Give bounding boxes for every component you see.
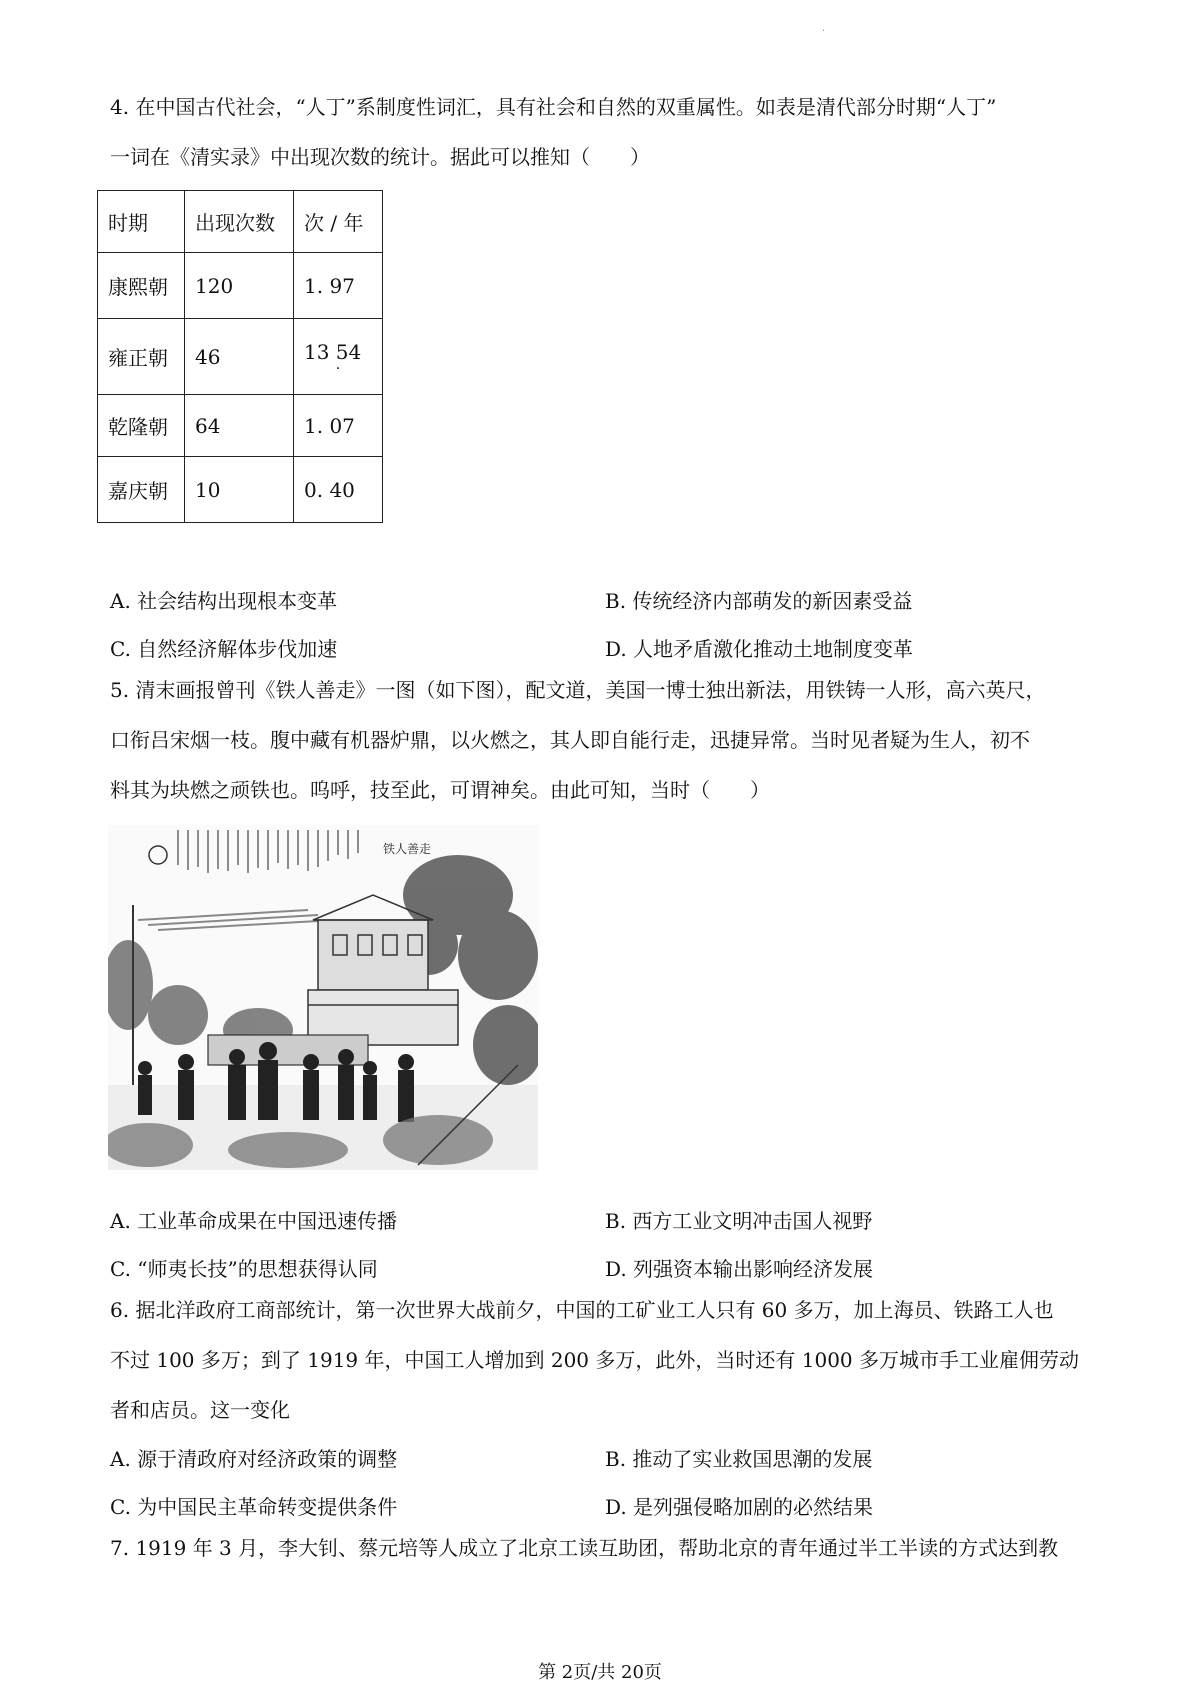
- question-5-stem: [110, 665, 1100, 815]
- table-cell: 雍正朝: [98, 319, 185, 395]
- table-row: [98, 457, 383, 523]
- q4-options-row-1: [110, 585, 1100, 615]
- dot-mark: ·: [335, 360, 341, 377]
- table-row: [98, 319, 383, 395]
- q6-stem-line-1: 6. 据北洋政府工商部统计，第一次世界大战前夕，中国的工矿业工人只有 60 多万，加上海员、铁路工人也: [110, 1298, 1054, 1322]
- table-header-cell: 出现次数: [185, 191, 294, 253]
- q5-option-b[interactable]: B. 西方工业文明冲击国人视野: [605, 1209, 873, 1233]
- q4-option-a[interactable]: A. 社会结构出现根本变革: [110, 589, 338, 613]
- q4-stem-line-2: 一词在《清实录》中出现次数的统计。据此可以推知（ ）: [110, 145, 650, 169]
- table-cell: 1. 97: [294, 253, 383, 319]
- table-cell-value: 13 54: [304, 339, 362, 364]
- q6-options-row-1: [110, 1443, 1100, 1473]
- scan-mark: ·: [822, 26, 826, 37]
- table-header-row: [98, 191, 383, 253]
- table-row: [98, 395, 383, 457]
- q5-options-row-1: [110, 1205, 1100, 1235]
- q6-option-b[interactable]: B. 推动了实业救国思潮的发展: [605, 1447, 873, 1471]
- table-header-cell: 时期: [98, 191, 185, 253]
- question-6-stem: [110, 1285, 1100, 1435]
- table-row: [98, 253, 383, 319]
- table-cell: 康熙朝: [98, 253, 185, 319]
- illustration-drawing: [108, 825, 538, 1170]
- page-footer: 第 2页/共 20页: [538, 1662, 662, 1683]
- table-cell-with-dot: [294, 319, 383, 395]
- illustration-title: 铁人善走: [383, 842, 432, 856]
- q7-stem-line-1: 7. 1919 年 3 月，李大钊、蔡元培等人成立了北京工读互助团，帮助北京的青年通过半工半读的方式达到教: [110, 1536, 1059, 1560]
- q5-option-a[interactable]: A. 工业革命成果在中国迅速传播: [110, 1209, 398, 1233]
- q5-option-c[interactable]: C. “师夷长技”的思想获得认同: [110, 1257, 378, 1281]
- table-header-cell: 次 / 年: [294, 191, 383, 253]
- table-cell: 0. 40: [294, 457, 383, 523]
- q6-option-a[interactable]: A. 源于清政府对经济政策的调整: [110, 1447, 398, 1471]
- q4-options-row-2: [110, 633, 1100, 663]
- q5-stem-line-1: 5. 清末画报曾刊《铁人善走》一图（如下图），配文道，美国一博士独出新法，用铁铸一人形，高六英尺，: [110, 678, 1046, 702]
- q4-stem-line-1: 4. 在中国古代社会，“人丁”系制度性词汇，具有社会和自然的双重属性。如表是清代部分时期“人丁”: [110, 95, 997, 119]
- q6-stem-line-3: 者和店员。这一变化: [110, 1398, 290, 1422]
- table-cell: 64: [185, 395, 294, 457]
- q4-option-c[interactable]: C. 自然经济解体步伐加速: [110, 637, 338, 661]
- table-cell: 嘉庆朝: [98, 457, 185, 523]
- table-cell: 120: [185, 253, 294, 319]
- q6-stem-line-2: 不过 100 多万；到了 1919 年，中国工人增加到 200 多万，此外，当时还有 1000 多万城市手工业雇佣劳动: [110, 1348, 1080, 1372]
- q6-option-d[interactable]: D. 是列强侵略加剧的必然结果: [605, 1495, 874, 1519]
- q5-options-row-2: [110, 1253, 1100, 1283]
- question-7-stem: [110, 1523, 1100, 1573]
- q5-stem-line-2: 口衔吕宋烟一枝。腹中藏有机器炉鼎，以火燃之，其人即自能行走，迅捷异常。当时见者疑为生人，初不: [110, 728, 1030, 752]
- q4-option-b[interactable]: B. 传统经济内部萌发的新因素受益: [605, 589, 913, 613]
- table-cell: 10: [185, 457, 294, 523]
- table-cell: 1. 07: [294, 395, 383, 457]
- q4-option-d[interactable]: D. 人地矛盾激化推动土地制度变革: [605, 637, 914, 661]
- table-cell: 乾隆朝: [98, 395, 185, 457]
- q6-option-c[interactable]: C. 为中国民主革命转变提供条件: [110, 1495, 398, 1519]
- q6-options-row-2: [110, 1491, 1100, 1521]
- iron-man-walking-illustration: [108, 825, 538, 1170]
- table-cell: 46: [185, 319, 294, 395]
- q5-stem-line-3: 料其为块燃之顽铁也。呜呼，技至此，可谓神矣。由此可知，当时（ ）: [110, 778, 770, 802]
- q5-option-d[interactable]: D. 列强资本输出影响经济发展: [605, 1257, 874, 1281]
- q4-statistics-table: [97, 190, 383, 523]
- question-4-stem: [110, 82, 1100, 182]
